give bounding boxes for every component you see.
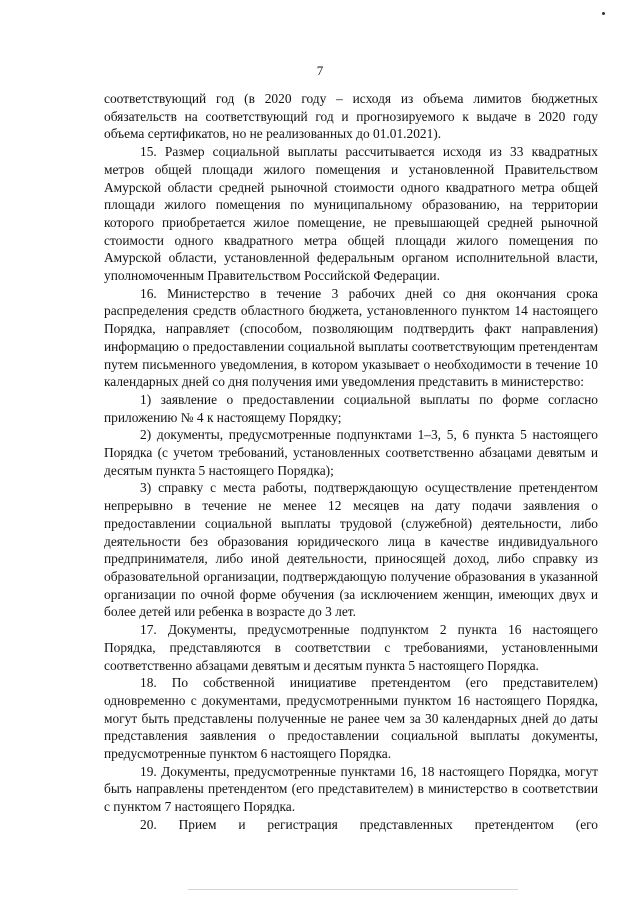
paragraph-16-item-2: 2) документы, предусмотренные подпунктами 1–3, 5, 6 пункта 5 настоящего Порядка (с учетом требований, установленных соответственно абзацами девятым и десятым пункта 5 настоящего Порядка); <box>104 427 598 478</box>
paragraph-16-item-3: 3) справку с места работы, подтверждающую осуществление претендентом непрерывно в течение не менее 12 месяцев на дату подачи заявления о предоставлении социальной выплаты трудовой (служебной) деятельности, либо деятельности без образования юридического лица в качестве индивидуального предпринимателя, либо иной деятельности, приносящей доход, либо справку из образовательной организации, подтверждающую получение образования в указанной организации по очной форме обучения (за исключением женщин, имеющих двух и более детей или ребенка в возрасте до 3 лет. <box>104 480 598 620</box>
paragraph-16: 16. Министерство в течение 3 рабочих дней со дня окончания срока распределения средств областного бюджета, установленного пунктом 14 настоящего Порядка, направляет (способом, позволяющим подтвердить факт направления) информацию о предоставлении социальной выплаты соответствующим претендентам путем письменного уведомления, в котором указывает о необходимости в течение 10 календарных дней со дня получения ими уведомления представить в министерство: <box>104 285 598 390</box>
paragraph-18: 18. По собственной инициативе претендентом (его представителем) одновременно с документами, предусмотренными пунктом 16 настоящего Порядка, могут быть представлены полученные не ранее чем за 30 календарных дней до даты представления заявления о предоставлении социальной выплаты документы, предусмотренные пунктом 6 настоящего Порядка. <box>104 675 598 762</box>
paragraph-20: 20. Прием и регистрация представленных претендентом (его <box>140 816 598 832</box>
scan-speck <box>602 12 605 15</box>
paragraph-17: 17. Документы, предусмотренные подпунктом 2 пункта 16 настоящего Порядка, представляются в соответствии с требованиями, установленными соответственно абзацами девятым и десятым пункта 5 настоящего Порядка. <box>104 622 598 673</box>
page-number: 7 <box>316 63 324 78</box>
scan-edge-line <box>188 889 518 890</box>
paragraph-16-item-1: 1) заявление о предоставлении социальной выплаты по форме согласно приложению № 4 к настоящему Порядку; <box>104 391 598 425</box>
document-body <box>104 90 598 834</box>
paragraph-19: 19. Документы, предусмотренные пунктами 16, 18 настоящего Порядка, могут быть направлены претендентом (его представителем) в министерство в соответствии с пунктом 7 настоящего Порядка. <box>104 763 598 815</box>
paragraph-continuation: соответствующий год (в 2020 году – исходя из объема лимитов бюджетных обязательств на соответствующий год и прогнозируемого к выдаче в 2020 году объема сертификатов, но не реализованных до 01.01.2021). <box>104 91 598 142</box>
paragraph-15: 15. Размер социальной выплаты рассчитывается исходя из 33 квадратных метров общей площади жилого помещения и установленной Правительством Амурской области средней рыночной стоимости одного квадратного метра общей площади жилого помещения по муниципальному образованию, на территории которого приобретается жилое помещение, не превышающей средней рыночной стоимости одного квадратного метра общей площади жилого помещения по Амурской области, установленной федеральным органом исполнительной власти, уполномоченным Правительством Российской Федерации. <box>104 144 598 284</box>
